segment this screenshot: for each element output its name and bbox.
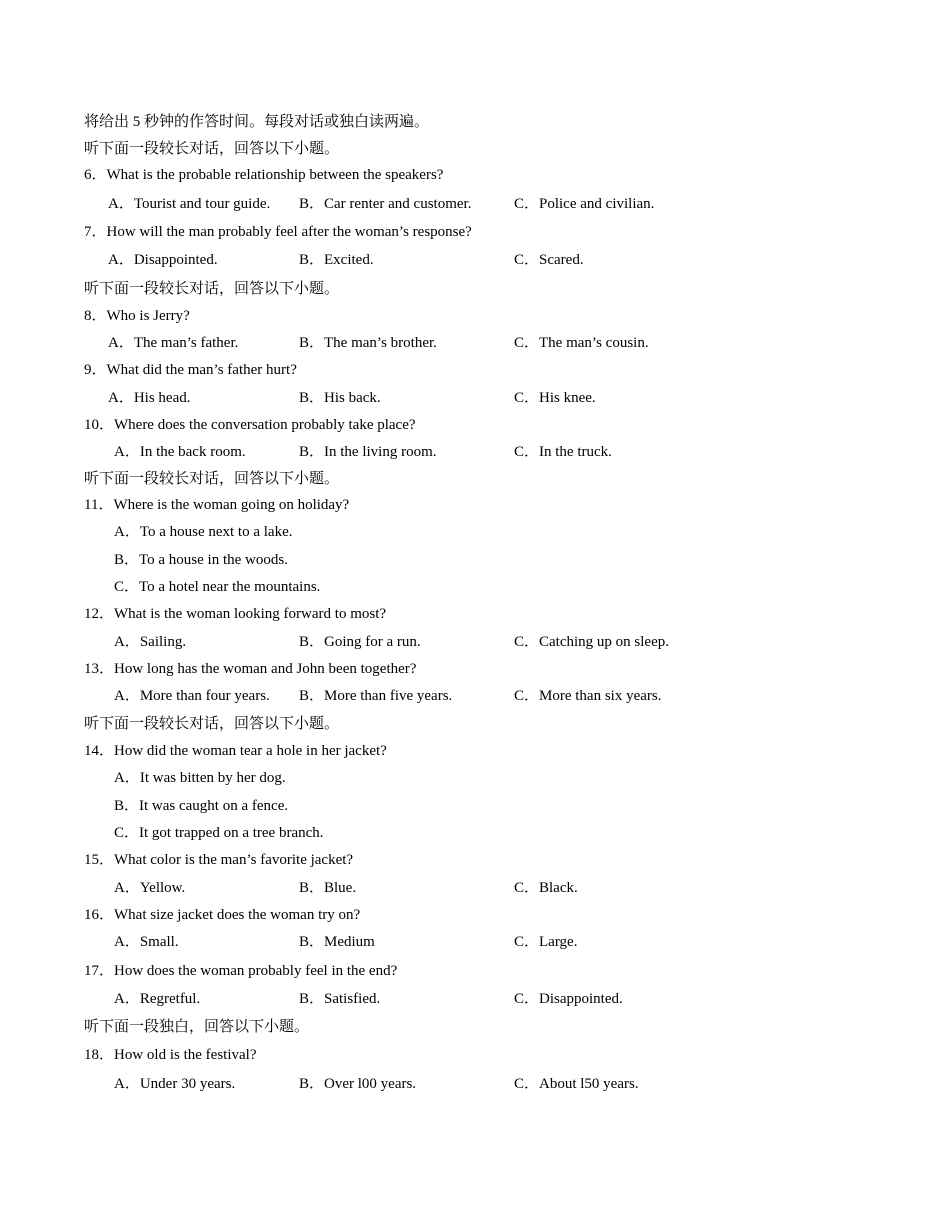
q8-option-b: B．The man’s brother. (299, 335, 437, 351)
q7-option-b: B．Excited. (299, 252, 374, 268)
q16-option-c: C．Large. (514, 934, 578, 950)
q11-option-a: A．To a house next to a lake. (114, 524, 293, 540)
question-10: 10．Where does the conversation probably take place? (84, 417, 416, 433)
question-9: 9．What did the man’s father hurt? (84, 362, 297, 378)
q9-option-c: C．His knee. (514, 390, 596, 406)
question-13: 13．How long has the woman and John been together? (84, 661, 417, 677)
q18-option-a: A．Under 30 years. (114, 1076, 236, 1092)
section-heading: 听下面一段较长对话，回答以下小题。 (84, 281, 340, 297)
q16-option-a: A．Small. (114, 934, 179, 950)
q14-option-b: B．It was caught on a fence. (114, 798, 289, 814)
instructions-line: 将给出 5 秒钟的作答时间。每段对话或独白读两遍。 (84, 114, 430, 130)
q18-option-c: C．About l50 years. (514, 1076, 639, 1092)
q11-option-b: B．To a house in the woods. (114, 552, 288, 568)
q8-option-c: C．The man’s cousin. (514, 335, 649, 351)
q14-option-a: A．It was bitten by her dog. (114, 770, 286, 786)
q13-option-a: A．More than four years. (114, 688, 270, 704)
q12-option-c: C．Catching up on sleep. (514, 634, 669, 650)
q10-option-c: C．In the truck. (514, 444, 612, 460)
question-7: 7．How will the man probably feel after the woman’s response? (84, 224, 472, 240)
q7-option-a: A．Disappointed. (108, 252, 218, 268)
q8-option-a: A．The man’s father. (108, 335, 239, 351)
q14-option-c: C．It got trapped on a tree branch. (114, 825, 324, 841)
q12-option-a: A．Sailing. (114, 634, 187, 650)
q17-option-a: A．Regretful. (114, 991, 201, 1007)
q6-option-b: B．Car renter and customer. (299, 196, 472, 212)
q13-option-b: B．More than five years. (299, 688, 453, 704)
question-18: 18．How old is the festival? (84, 1047, 257, 1063)
section-heading: 听下面一段独白，回答以下小题。 (84, 1019, 310, 1035)
q15-option-b: B．Blue. (299, 880, 357, 896)
q9-option-a: A．His head. (108, 390, 191, 406)
q7-option-c: C．Scared. (514, 252, 584, 268)
q6-option-c: C．Police and civilian. (514, 196, 655, 212)
q10-option-a: A．In the back room. (114, 444, 246, 460)
question-6: 6．What is the probable relationship between the speakers? (84, 167, 444, 183)
q18-option-b: B．Over l00 years. (299, 1076, 417, 1092)
q6-option-a: A．Tourist and tour guide. (108, 196, 271, 212)
q17-option-b: B．Satisfied. (299, 991, 381, 1007)
q16-option-b: B．Medium (299, 934, 375, 950)
question-11: 11．Where is the woman going on holiday? (84, 497, 350, 513)
question-15: 15．What color is the man’s favorite jacket? (84, 852, 354, 868)
q15-option-c: C．Black. (514, 880, 578, 896)
q12-option-b: B．Going for a run. (299, 634, 421, 650)
q10-option-b: B．In the living room. (299, 444, 437, 460)
q11-option-c: C．To a hotel near the mountains. (114, 579, 321, 595)
question-8: 8．Who is Jerry? (84, 308, 190, 324)
question-16: 16．What size jacket does the woman try on? (84, 907, 361, 923)
q13-option-c: C．More than six years. (514, 688, 662, 704)
section-heading: 听下面一段较长对话，回答以下小题。 (84, 141, 340, 157)
q17-option-c: C．Disappointed. (514, 991, 623, 1007)
question-12: 12．What is the woman looking forward to most? (84, 606, 387, 622)
q9-option-b: B．His back. (299, 390, 381, 406)
section-heading: 听下面一段较长对话，回答以下小题。 (84, 716, 340, 732)
q15-option-a: A．Yellow. (114, 880, 186, 896)
question-14: 14．How did the woman tear a hole in her jacket? (84, 743, 387, 759)
question-17: 17．How does the woman probably feel in the end? (84, 963, 398, 979)
section-heading: 听下面一段较长对话，回答以下小题。 (84, 471, 340, 487)
